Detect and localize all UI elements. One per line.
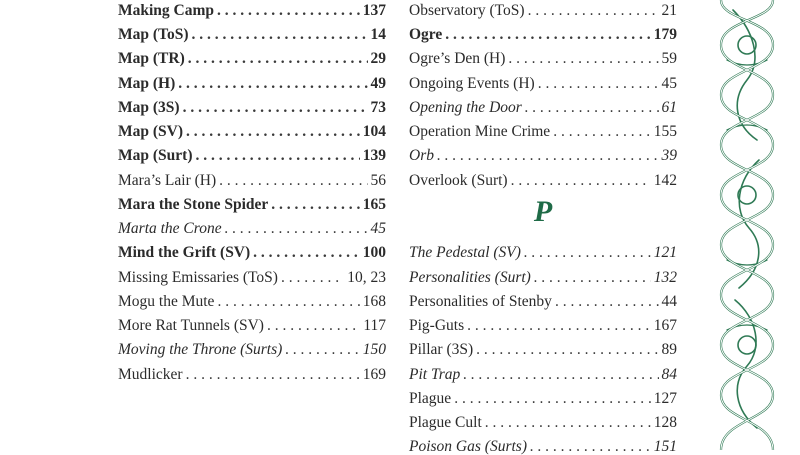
- page-number: 167: [653, 317, 677, 334]
- index-entry: [409, 358, 677, 382]
- page-number: 44: [661, 292, 677, 310]
- page-number: 150: [362, 341, 386, 359]
- index-entry: [409, 406, 677, 430]
- dot-leader: [188, 51, 368, 67]
- index-term: Personalities of Stenby: [409, 292, 552, 310]
- index-entry: [409, 309, 677, 333]
- index-term: Marta the Crone: [118, 220, 222, 237]
- dot-leader: [183, 100, 368, 116]
- dot-leader: [524, 245, 651, 261]
- index-entry: [409, 115, 677, 139]
- page-number: 84: [661, 365, 677, 383]
- index-entry: [118, 358, 386, 382]
- index-group-p: [409, 237, 677, 455]
- dot-leader: [285, 342, 359, 358]
- dot-leader: [534, 270, 651, 286]
- dot-leader: [281, 270, 344, 286]
- dot-leader: [467, 318, 651, 334]
- index-term: Pit Trap: [409, 365, 461, 383]
- index-entry: [118, 309, 386, 333]
- index-term: Map (SV): [118, 123, 184, 140]
- dot-leader: [525, 100, 659, 116]
- dot-leader: [528, 3, 659, 19]
- index-entry: [118, 67, 386, 91]
- dot-leader: [186, 367, 360, 383]
- index-entry: [409, 164, 677, 188]
- dot-leader: [253, 245, 360, 261]
- index-entry: [409, 237, 677, 261]
- page-number: 128: [653, 414, 677, 431]
- page-number: 10, 23: [347, 268, 386, 286]
- index-term: More Rat Tunnels (SV): [118, 317, 264, 334]
- dot-leader: [476, 342, 658, 358]
- index-term: Pig-Guts: [409, 317, 465, 334]
- page-number: 179: [653, 26, 677, 43]
- index-column-left: [118, 0, 386, 382]
- index-entry: [409, 382, 677, 406]
- dot-leader: [555, 294, 659, 310]
- index-group-o: [409, 0, 677, 188]
- index-entry: [118, 334, 386, 358]
- index-term: Overlook (Surt): [409, 171, 508, 189]
- page-number: 155: [653, 123, 677, 140]
- index-entry: [118, 91, 386, 115]
- index-term: Map (Surt): [118, 147, 193, 165]
- index-entry: [409, 140, 677, 164]
- dot-leader: [508, 51, 658, 67]
- page-number: 45: [370, 220, 386, 237]
- page-number: 165: [362, 195, 386, 213]
- index-term: Mind the Grift (SV): [118, 244, 251, 262]
- section-letter-p: P: [533, 195, 553, 229]
- index-entry: [409, 261, 677, 285]
- index-entry: [409, 91, 677, 115]
- index-term: Map (3S): [118, 98, 180, 116]
- index-term: Poison Gas (Surts): [409, 438, 527, 455]
- index-term: Plague: [409, 389, 452, 407]
- index-entry: [118, 0, 386, 18]
- dot-leader: [191, 27, 367, 43]
- index-entry: [409, 431, 677, 455]
- page-number: 127: [653, 389, 677, 407]
- dot-leader: [437, 148, 659, 164]
- index-term: Ogre: [409, 26, 443, 43]
- page-number: 56: [370, 171, 386, 189]
- dot-leader: [225, 221, 368, 237]
- page-number: 49: [370, 74, 386, 92]
- page-number: 132: [653, 268, 677, 286]
- index-entry: [409, 18, 677, 42]
- index-entry: [409, 67, 677, 91]
- dot-leader: [267, 318, 360, 334]
- index-entry: [118, 188, 386, 212]
- index-term: Mudlicker: [118, 365, 183, 383]
- index-term: Opening the Door: [409, 98, 522, 116]
- dot-leader: [485, 415, 651, 431]
- index-term: Mara’s Lair (H): [118, 171, 217, 189]
- dot-leader: [463, 367, 658, 383]
- page-number: 169: [362, 365, 386, 383]
- index-term: Pillar (3S): [409, 341, 474, 359]
- index-term: Plague Cult: [409, 414, 482, 431]
- index-term: Making Camp: [118, 1, 215, 19]
- index-term: Orb: [409, 147, 434, 165]
- index-term: Mara the Stone Spider: [118, 195, 269, 213]
- index-term: Map (TR): [118, 50, 185, 68]
- page-number: 168: [362, 292, 386, 310]
- page-number: 142: [653, 171, 677, 189]
- dot-leader: [217, 294, 359, 310]
- page-number: 14: [370, 26, 386, 43]
- dot-leader: [186, 124, 360, 140]
- page-number: 117: [363, 317, 386, 334]
- page-number: 45: [661, 74, 677, 92]
- index-entry: [409, 43, 677, 67]
- index-entry: [409, 0, 677, 18]
- dot-leader: [217, 3, 360, 19]
- index-entry: [118, 164, 386, 188]
- page-number: 104: [362, 123, 386, 140]
- dot-leader: [511, 173, 651, 189]
- index-term: Map (ToS): [118, 26, 189, 43]
- dot-leader: [219, 173, 367, 189]
- page-number: 73: [370, 98, 386, 116]
- dot-leader: [538, 76, 659, 92]
- index-term: The Pedestal (SV): [409, 244, 521, 262]
- dot-leader: [271, 197, 359, 213]
- index-entry: [409, 334, 677, 358]
- index-entry: [118, 140, 386, 164]
- dot-leader: [195, 148, 359, 164]
- celtic-knotwork-border-icon: [713, 0, 782, 450]
- index-term: Mogu the Mute: [118, 292, 215, 310]
- index-term: Ongoing Events (H): [409, 74, 535, 92]
- page-number: 100: [362, 244, 386, 262]
- index-term: Missing Emissaries (ToS): [118, 268, 278, 286]
- page-number: 29: [370, 50, 386, 68]
- index-term: Personalities (Surt): [409, 268, 531, 286]
- index-term: Observatory (ToS): [409, 1, 525, 19]
- dot-leader: [445, 27, 650, 43]
- page-number: 137: [362, 1, 386, 19]
- index-entry: [118, 261, 386, 285]
- index-entry: [118, 18, 386, 42]
- page-number: 89: [661, 341, 677, 359]
- index-column-right: [409, 0, 677, 455]
- index-term: Moving the Throne (Surts): [118, 341, 283, 359]
- index-entry: [118, 237, 386, 261]
- page-number: 139: [362, 147, 386, 165]
- index-entry: [409, 285, 677, 309]
- index-term: Operation Mine Crime: [409, 123, 551, 140]
- index-term: Ogre’s Den (H): [409, 50, 506, 68]
- index-entry: [118, 43, 386, 67]
- dot-leader: [530, 439, 651, 455]
- index-entry: [118, 115, 386, 139]
- page-number: 59: [661, 50, 677, 68]
- dot-leader: [178, 76, 367, 92]
- page-number: 39: [661, 147, 677, 165]
- dot-leader: [454, 391, 651, 407]
- page-number: 61: [661, 98, 677, 116]
- dot-leader: [553, 124, 651, 140]
- index-entry: [118, 285, 386, 309]
- page-number: 121: [653, 244, 677, 262]
- page-number: 151: [653, 438, 677, 455]
- index-term: Map (H): [118, 74, 176, 92]
- index-entry: [118, 212, 386, 236]
- page-number: 21: [661, 1, 677, 19]
